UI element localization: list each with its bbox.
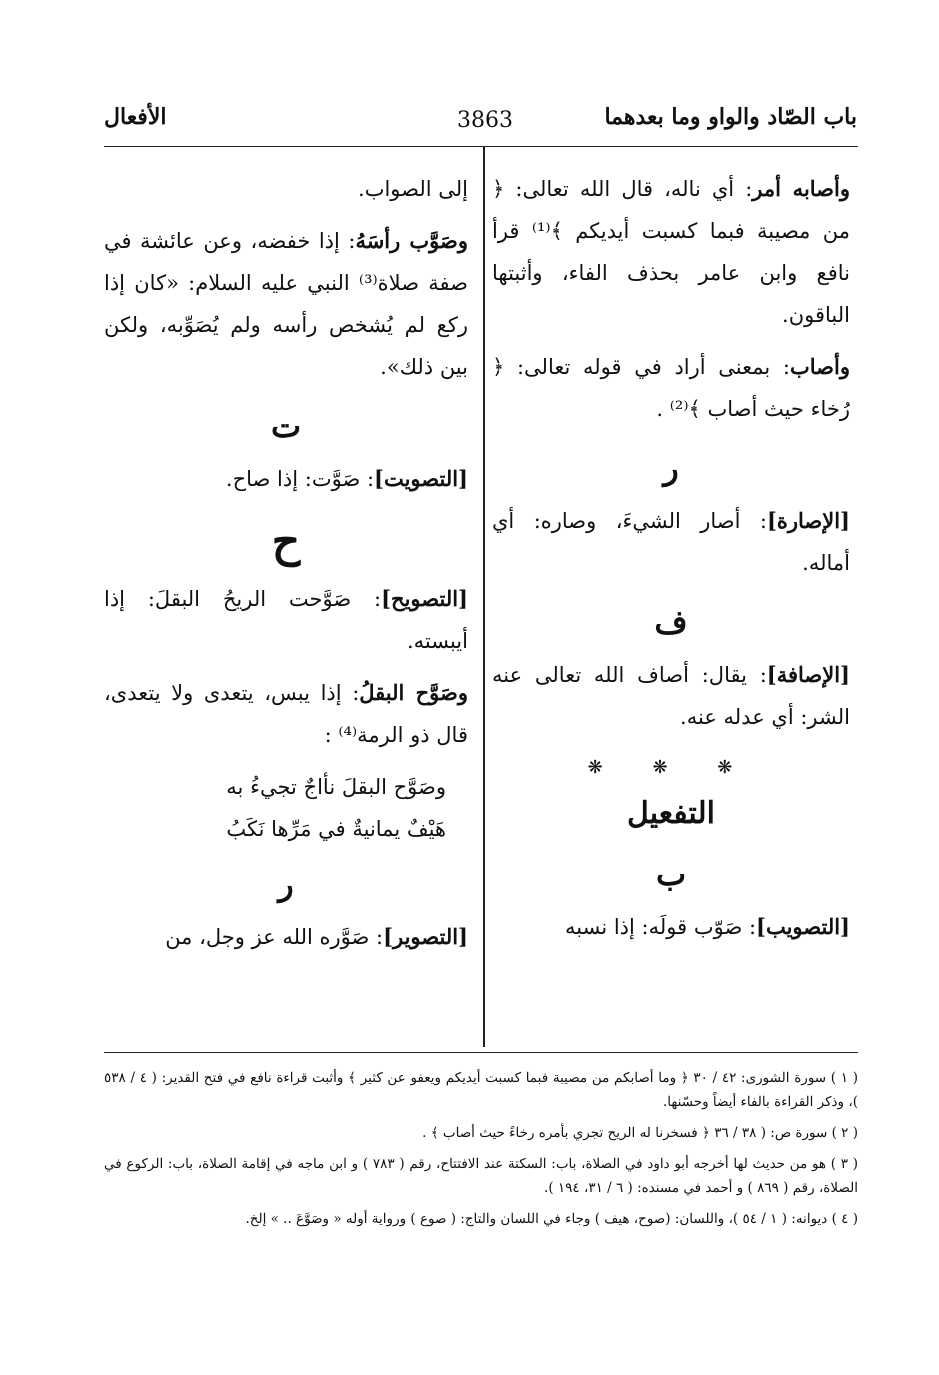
paragraph xyxy=(104,578,468,662)
column-divider xyxy=(483,147,485,1047)
paragraph xyxy=(104,916,468,958)
footnotes xyxy=(104,1066,858,1238)
letter-heading: ح xyxy=(271,516,301,567)
entry-text: : صَوَّره الله عز وجل، من xyxy=(165,925,384,949)
running-header-chapter: باب الصّاد والواو وما بعدهما xyxy=(604,104,857,130)
letter-heading: ت xyxy=(270,407,302,445)
page-number: 3863 xyxy=(457,108,513,133)
left-column xyxy=(104,168,468,968)
entry-term: وصَوَّح البقلُ xyxy=(359,680,468,705)
entry-text: : أي ناله، قال الله تعالى: ﴿ من مصيبة فبما كسبت أيديكم ﴾⁽¹⁾ قرأ نافع وابن عامر بحذف الفاء، وأثبتها الباقون. xyxy=(492,177,850,327)
entry-text: : إذا خفضه، وعن عائشة في صفة صلاة⁽³⁾ النبي عليه السلام: «كان إذا ركع لم يُشخص رأسه ولم يُصَوِّبه، ولكن بين ذلك». xyxy=(104,229,468,379)
running-header-section: الأفعال xyxy=(104,104,167,130)
entry-term: [الإصارة] xyxy=(766,508,850,533)
footnote: ( ٣ ) هو من حديث لها أخرجه أبو داود في الصلاة، باب: السكتة عند الافتتاح، رقم ( ٧٨٣ ) و ابن ماجه في إقامة الصلاة، باب: الركوع في الصلاة، رقم ( ٨٦٩ ) و أحمد في مسنده: ( ٦ / ٣١، ١٩٤ ). xyxy=(104,1156,859,1196)
footnote: ( ١ ) سورة الشورى: ٤٢ / ٣٠ ﴿ وما أصابكم من مصيبة فبما كسبت أيديكم ويعفو عن كثير ﴾ وأثبت قراءة نافع في فتح القدير: ( ٤ / ٥٣٨ )، وذكر القراءة بالفاء أيضاً وحسّنها. xyxy=(104,1070,858,1110)
entry-text: : أصار الشيءَ، وصاره: أي أماله. xyxy=(492,509,850,575)
entry-term: [الإصافة] xyxy=(766,662,850,687)
letter-heading: ف xyxy=(654,603,688,641)
paragraph xyxy=(104,168,468,210)
entry-text: : يقال: أصاف الله تعالى عنه الشر: أي عدله عنه. xyxy=(492,663,850,729)
footnote: ( ٤ ) ديوانه: ( ١ / ٥٤ )، واللسان: (صوح، هيف ) وجاء في اللسان والتاج: ( صوع ) ورواية أوله « وصَوَّعَ .. » إلخ. xyxy=(245,1211,858,1227)
entry-text: : إذا يبس، يتعدى ولا يتعدى، قال ذو الرمة⁽⁴⁾ : xyxy=(104,681,468,747)
letter-heading: ر xyxy=(663,449,679,487)
paragraph xyxy=(492,500,850,584)
poem-verse-line: وصَوَّح البقلَ نأاجٌ تجيءُ به xyxy=(226,775,446,799)
paragraph xyxy=(492,168,850,336)
section-separator-stars: ❋ ❋ ❋ xyxy=(587,757,755,778)
paragraph xyxy=(104,672,468,756)
footnote: ( ٢ ) سورة ص: ( ٣٨ / ٣٦ ﴿ فسخرنا له الريح تجري بأمره رخاءً حيث أصاب ﴾ . xyxy=(422,1125,858,1141)
entry-term: وأصابه أمر xyxy=(752,176,850,201)
entry-term: [التصويت] xyxy=(374,466,468,491)
entry-term: وأصاب xyxy=(790,354,850,379)
paragraph xyxy=(492,654,850,738)
section-title: التفعيل xyxy=(627,796,715,831)
paragraph xyxy=(104,220,468,388)
entry-text: : بمعنى أراد في قوله تعالى: ﴿ رُخاء حيث أصاب ﴾⁽²⁾ . xyxy=(492,355,850,421)
header-rule xyxy=(104,146,858,147)
entry-text: إلى الصواب. xyxy=(358,177,468,201)
poem-verse-line: هَيْفٌ يمانيةٌ في مَرِّها نَكَبُ xyxy=(226,817,446,841)
paragraph xyxy=(492,346,850,430)
right-column xyxy=(492,168,850,958)
letter-heading: ب xyxy=(655,855,687,893)
footnote-rule xyxy=(104,1052,858,1053)
entry-term: [التصويح] xyxy=(381,586,468,611)
entry-text: : صَوّب قولَه: إذا نسبه xyxy=(564,915,757,939)
entry-term: [التصوير] xyxy=(383,924,468,949)
letter-heading: ر xyxy=(278,865,294,903)
entry-text: : صَوَّت: إذا صاح. xyxy=(225,467,375,491)
entry-text: : صَوَّحت الريحُ البقلَ: إذا أيبسته. xyxy=(104,587,468,653)
paragraph xyxy=(492,906,850,948)
entry-term: [التصويب] xyxy=(756,914,850,939)
entry-term: وصَوَّب رأسَهُ xyxy=(355,228,468,253)
paragraph xyxy=(104,458,468,500)
